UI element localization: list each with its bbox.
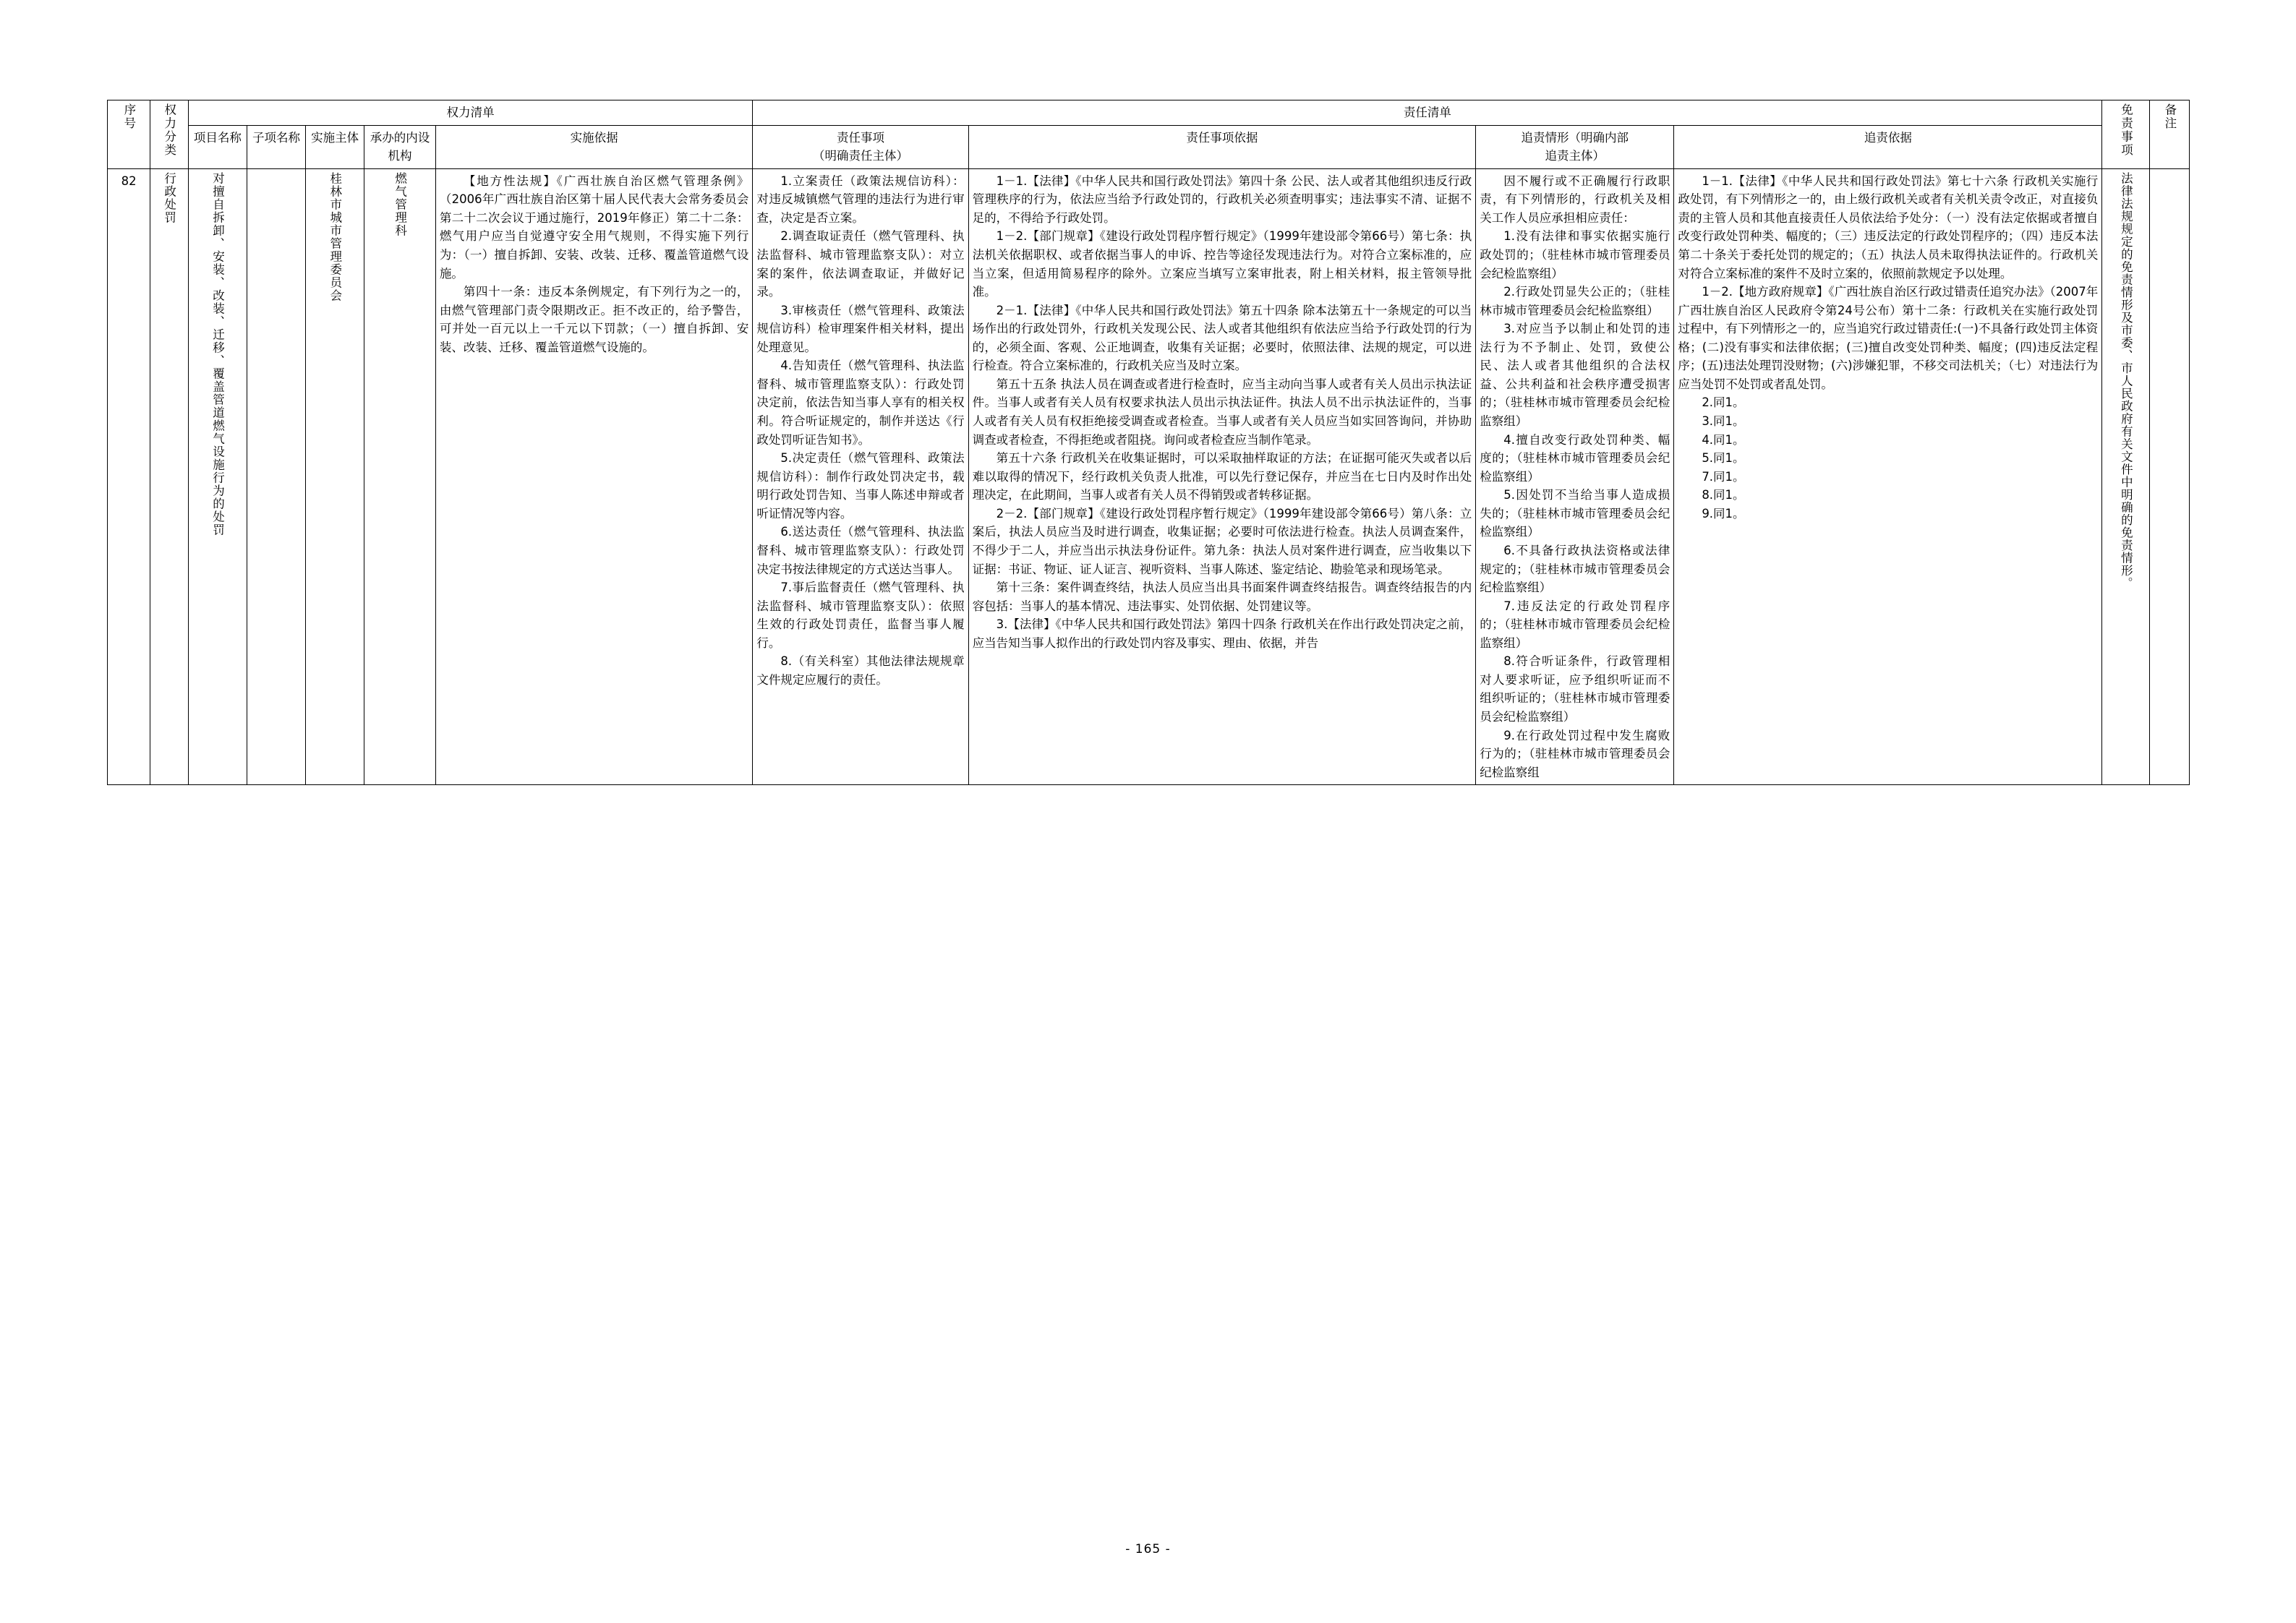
paragraph: 1－2.【部门规章】《建设行政处罚程序暂行规定》（1999年建设部令第66号）第七条：执法机关依据职权、或者依据当事人的申诉、控告等途径发现违法行为。对符合立案标准的，应当立案，但适用简易程序的除外。立案应当填写立案审批表，附上相关材料，报主管领导批准。 xyxy=(972,229,1472,299)
paragraph: 1－2.【地方政府规章】《广西壮族自治区行政过错责任追究办法》（2007年广西壮族自治区人民政府令第24号公布）第十二条：行政机关在实施行政处罚过程中，有下列情形之一的，应当追究行政过错责任:(一)不具备行政处罚主体资格；(二)没有事实和法律依据；(三)擅自改变处罚种类、幅度；(四)违反法定程序；(五)违法处理罚没财物；(六)涉嫌犯罪，不移交司法机关；（七）对违法行为应当处罚不处罚或者乱处罚。 xyxy=(1678,285,2099,391)
paragraph: 2.调查取证责任（燃气管理科、执法监督科、城市管理监察支队）：对立案的案件，依法调查取证，并做好记录。 xyxy=(756,229,965,299)
paragraph: 8.同1。 xyxy=(1702,488,1745,502)
header-accountability-situation-line1: 追责情形（明确内部 xyxy=(1521,130,1629,145)
paragraph: 2.同1。 xyxy=(1702,395,1745,410)
power-responsibility-table xyxy=(107,100,2190,785)
header-power-list: 权力清单 xyxy=(188,100,753,126)
paragraph: 第十三条：案件调查终结，执法人员应当出具书面案件调查终结报告。调查终结报告的内容包括：当事人的基本情况、违法事实、处罚依据、处罚建议等。 xyxy=(972,581,1472,613)
header-implement-basis: 实施依据 xyxy=(435,125,753,168)
cell-power-category xyxy=(150,168,189,785)
table-header-row-2 xyxy=(108,125,2190,168)
paragraph: 第五十六条 行政机关在收集证据时，可以采取抽样取证的方法；在证据可能灭失或者以后难以取得的情况下，经行政机关负责人批准，可以先行登记保存，并应当在七日内及时作出处理决定，在此期间，当事人或者有关人员不得销毁或者转移证据。 xyxy=(972,451,1472,502)
cell-exemption xyxy=(2102,168,2150,785)
paragraph: 9.同1。 xyxy=(1702,506,1745,521)
paragraph: 8.符合听证条件，行政管理相对人要求听证，应予组织听证而不组织听证的；（驻桂林市城市管理委员会纪检监察组） xyxy=(1480,654,1670,724)
header-power-category xyxy=(150,100,189,169)
header-duty-list: 责任清单 xyxy=(753,100,2102,126)
cell-implement-basis-text xyxy=(440,172,749,357)
header-duty-matter xyxy=(753,125,968,168)
cell-duty-matter xyxy=(753,168,968,785)
paragraph: 6.送达责任（燃气管理科、执法监督科、城市管理监察支队）：行政处罚决定书按法律规定的方式送达当事人。 xyxy=(756,525,965,576)
paragraph: 7.同1。 xyxy=(1702,469,1745,484)
cell-duty-basis-text xyxy=(973,172,1472,653)
paragraph: 3.审核责任（燃气管理科、政策法规信访科）检审理案件相关材料，提出处理意见。 xyxy=(756,303,965,354)
header-exemption xyxy=(2102,100,2150,169)
cell-implement-subject xyxy=(306,168,364,785)
paragraph: 2.行政处罚显失公正的；（驻桂林市城市管理委员会纪检监察组） xyxy=(1480,285,1670,317)
paragraph: 第五十五条 执法人员在调查或者进行检查时，应当主动向当事人或者有关人员出示执法证件。当事人或者有关人员有权要求执法人员出示执法证件。执法人员不出示执法证件的，当事人或者有关人员有权拒绝接受调查或者检查。当事人或者有关人员应当如实回答询问，并协助调查或者检查，不得拒绝或者阻挠。询问或者检查应当制作笔录。 xyxy=(972,377,1472,447)
header-accountability-situation-line2: 追责主体） xyxy=(1545,149,1605,163)
paragraph: 8.（有关科室）其他法律法规规章文件规定应履行的责任。 xyxy=(756,654,965,687)
cell-remark xyxy=(2150,168,2190,785)
cell-accountability-situation-text xyxy=(1480,172,1670,782)
paragraph: 1.没有法律和事实依据实施行政处罚的；（驻桂林市城市管理委员会纪检监察组） xyxy=(1480,229,1670,281)
paragraph: 6.不具备行政执法资格或法律规定的；（驻桂林市城市管理委员会纪检监察组） xyxy=(1480,543,1670,595)
header-seq xyxy=(108,100,150,169)
cell-duty-matter-text xyxy=(756,172,964,690)
header-sub-project-name: 子项名称 xyxy=(247,125,305,168)
cell-sub-project-name xyxy=(247,168,305,785)
header-accountability-basis: 追责依据 xyxy=(1674,125,2102,168)
header-exemption-label: 免责事项 xyxy=(2119,103,2133,157)
cell-project-name-text: 对擅自拆卸、安装、改装、迁移、覆盖管道燃气设施行为的处罚 xyxy=(210,171,225,536)
header-implement-subject: 实施主体 xyxy=(306,125,364,168)
header-project-name: 项目名称 xyxy=(188,125,247,168)
paragraph: 5.决定责任（燃气管理科、政策法规信访科）：制作行政处罚决定书，载明行政处罚告知、当事人陈述申辩或者听证情况等内容。 xyxy=(756,451,965,521)
cell-implement-basis xyxy=(435,168,753,785)
cell-internal-org-text: 燃气管理科 xyxy=(393,171,407,237)
cell-duty-basis xyxy=(968,168,1476,785)
cell-accountability-basis xyxy=(1674,168,2102,785)
cell-implement-subject-text: 桂林市城市管理委员会 xyxy=(328,171,342,302)
header-duty-matter-line2: （明确责任主体） xyxy=(813,149,908,163)
page-number: - 165 - xyxy=(1125,1542,1171,1556)
cell-accountability-basis-text xyxy=(1678,172,2098,523)
header-remark xyxy=(2150,100,2190,169)
paragraph: 1－1.【法律】《中华人民共和国行政处罚法》第七十六条 行政机关实施行政处罚，有下列情形之一的，由上级行政机关或者有关机关责令改正，对直接负责的主管人员和其他直接责任人员依法给予处分：（一）没有法定依据或者擅自改变行政处罚种类、幅度的；（三）违反法定的行政处罚程序的；（四）违反本法第二十条关于委托处罚的规定的；（五）执法人员未取得执法证件的。行政机关对符合立案标准的案件不及时立案的，依照前款规定予以处理。 xyxy=(1678,174,2099,281)
paragraph: 第四十一条：违反本条例规定，有下列行为之一的，由燃气管理部门责令限期改正。拒不改正的，给予警告，可并处一百元以上一千元以下罚款；（一）擅自拆卸、安装、改装、迁移、覆盖管道燃气设施的。 xyxy=(439,285,749,354)
paragraph: 4.告知责任（燃气管理科、执法监督科、城市管理监察支队）：行政处罚决定前，依法告知当事人享有的相关权利。符合听证规定的，制作并送达《行政处罚听证告知书》。 xyxy=(756,359,965,447)
cell-exemption-text: 法律法规规定的免责情形及市委、市人民政府有关文件中明确的免责情形。 xyxy=(2119,171,2133,590)
cell-accountability-situation xyxy=(1476,168,1674,785)
table-row xyxy=(108,168,2190,785)
paragraph: 2－1.【法律】《中华人民共和国行政处罚法》第五十四条 除本法第五十一条规定的可以当场作出的行政处罚外，行政机关发现公民、法人或者其他组织有依法应当给予行政处罚的行为的，必须全面、客观、公正地调查，收集有关证据；必要时，依照法律、法规的规定，可以进行检查。符合立案标准的，行政机关应当及时立案。 xyxy=(972,303,1472,373)
paragraph: 1－1.【法律】《中华人民共和国行政处罚法》第四十条 公民、法人或者其他组织违反行政管理秩序的行为，依法应当给予行政处罚的，行政机关必须查明事实；违法事实不清、证据不足的，不得给予行政处罚。 xyxy=(972,174,1472,225)
paragraph: 3.对应当予以制止和处罚的违法行为不予制止、处罚，致使公民、法人或者其他组织的合法权益、公共利益和社会秩序遭受损害的；（驻桂林市城市管理委员会纪检监察组） xyxy=(1480,322,1670,428)
header-remark-label: 备注 xyxy=(2162,103,2177,130)
header-accountability-situation xyxy=(1476,125,1674,168)
cell-seq: 82 xyxy=(108,168,150,785)
cell-power-category-text: 行政处罚 xyxy=(162,171,176,224)
table-header-row-1 xyxy=(108,100,2190,126)
paragraph: 4.擅自改变行政处罚种类、幅度的；（驻桂林市城市管理委员会纪检监察组） xyxy=(1480,432,1670,484)
paragraph: 5.同1。 xyxy=(1702,451,1745,466)
header-seq-label: 序号 xyxy=(121,103,136,130)
cell-internal-org xyxy=(364,168,436,785)
cell-project-name xyxy=(188,168,247,785)
header-duty-matter-line1: 责任事项 xyxy=(837,130,884,145)
paragraph: 2－2.【部门规章】《建设行政处罚程序暂行规定》（1999年建设部令第66号）第八条：立案后，执法人员应当及时进行调查，收集证据；必要时可依法进行检查。执法人员调查案件，不得少于二人，并应当出示执法身份证件。第九条：执法人员对案件进行调查，应当收集以下证据：书证、物证、证人证言、视听资料、当事人陈述、鉴定结论、勘验笔录和现场笔录。 xyxy=(972,506,1472,576)
header-duty-basis: 责任事项依据 xyxy=(968,125,1476,168)
paragraph: 1.立案责任（政策法规信访科）：对违反城镇燃气管理的违法行为进行审查，决定是否立案。 xyxy=(756,174,965,225)
header-power-category-label: 权力分类 xyxy=(162,103,176,157)
paragraph: 【地方性法规】《广西壮族自治区燃气管理条例》（2006年广西壮族自治区第十届人民代表大会常务委员会第二十二次会议于通过施行，2019年修正）第二十二条：燃气用户应当自觉遵守安全用气规则，不得实施下列行为：（一）擅自拆卸、安装、改装、迁移、覆盖管道燃气设施。 xyxy=(439,174,749,281)
paragraph: 7.事后监督责任（燃气管理科、执法监督科、城市管理监察支队）：依照生效的行政处罚责任，监督当事人履行。 xyxy=(756,581,965,650)
paragraph: 4.同1。 xyxy=(1702,432,1745,447)
paragraph: 3.同1。 xyxy=(1702,414,1745,428)
paragraph: 7.违反法定的行政处罚程序的；（驻桂林市城市管理委员会纪检监察组） xyxy=(1480,599,1670,650)
paragraph: 3.【法律】《中华人民共和国行政处罚法》第四十四条 行政机关在作出行政处罚决定之前，应当告知当事人拟作出的行政处罚内容及事实、理由、依据，并告 xyxy=(972,617,1472,650)
header-internal-org: 承办的内设机构 xyxy=(364,125,436,168)
paragraph: 5.因处罚不当给当事人造成损失的；（驻桂林市城市管理委员会纪检监察组） xyxy=(1480,488,1670,539)
paragraph: 因不履行或不正确履行行政职责，有下列情形的，行政机关及相关工作人员应承担相应责任： xyxy=(1480,174,1670,225)
paragraph: 9.在行政处罚过程中发生腐败行为的；（驻桂林市城市管理委员会纪检监察组 xyxy=(1480,728,1670,779)
